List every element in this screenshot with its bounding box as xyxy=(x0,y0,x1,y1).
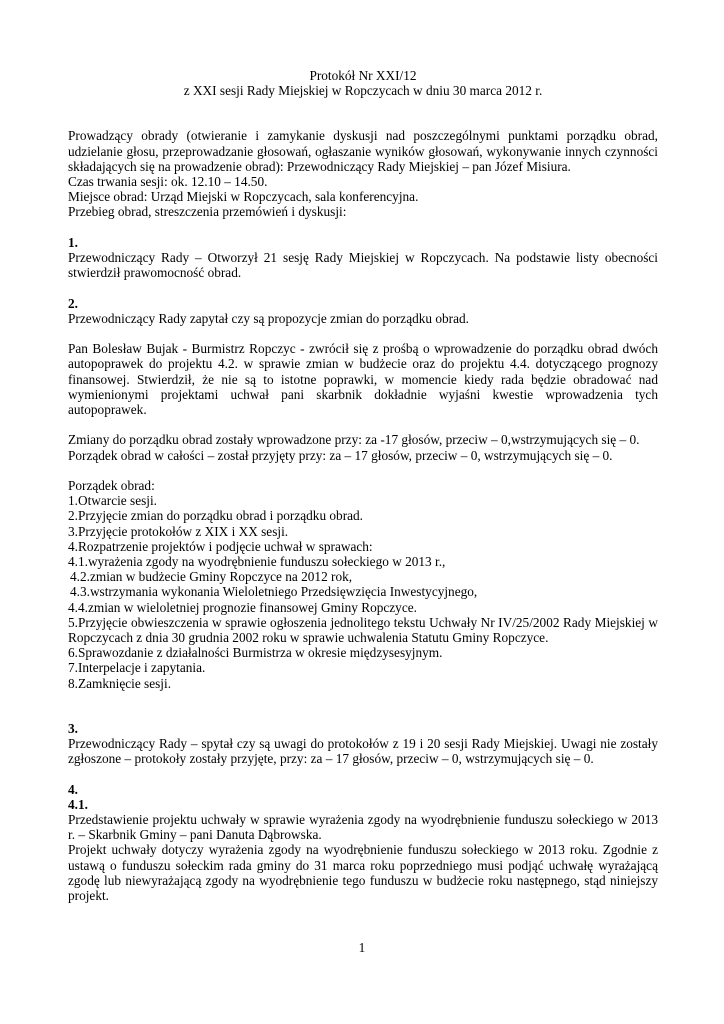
agenda-list xyxy=(68,493,658,691)
page-number: 1 xyxy=(358,940,366,955)
section-2-vote-2: Porządek obrad w całości – został przyjęty przy: za – 17 głosów, przeciw – 0, wstrzymujących się – 0. xyxy=(68,447,613,463)
section-1-number: 1. xyxy=(68,234,78,250)
document-page xyxy=(68,68,658,903)
agenda-item: 4.2.zmian w budżecie Gminy Ropczyce na 2012 rok, xyxy=(70,569,353,585)
agenda-item: 6.Sprawozdanie z działalności Burmistrza w okresie międzysesyjnym. xyxy=(68,645,443,661)
document-title: Protokół Nr XXI/12 xyxy=(309,68,417,83)
agenda-item: 4.1.wyrażenia zgody na wyodrębnienie funduszu sołeckiego w 2013 r., xyxy=(68,554,446,570)
agenda-item: 5.Przyjęcie obwieszczenia w sprawie ogłoszenia jednolitego tekstu Uchwały Nr IV/25/2002 Rady Miejskiej w Ropczycach z dnia 30 grudnia 2002 roku w sprawie uchwalenia Statutu Gminy Ropczyce. xyxy=(68,614,658,646)
section-3-number: 3. xyxy=(68,720,78,736)
section-2-text-2: Pan Bolesław Bujak - Burmistrz Ropczyc - zwrócił się z prośbą o wprowadzenie do porządku obrad dwóch autopoprawek do projektu 4.2. w sprawie zmian w budżecie oraz do projektu 4.4. dotyczącego prognozy finansowej. Stwierdził, że nie są to istotne poprawki, w momencie kiedy rada będzie obradować nad wymienionymi projektami uchwał pani skarbnik dokładnie wyjaśni kwestie wprowadzenia tych autopoprawek. xyxy=(68,341,658,418)
agenda-item: 4.Rozpatrzenie projektów i podjęcie uchwał w sprawach: xyxy=(68,538,373,554)
section-4-1-text-1: Przedstawienie projektu uchwały w sprawie wyrażenia zgody na wyodrębnienie funduszu sołeckiego w 2013 r. – Skarbnik Gminy – pani Danuta Dąbrowska. xyxy=(68,812,658,843)
section-4-1-number: 4.1. xyxy=(68,796,88,812)
document-subtitle: z XXI sesji Rady Miejskiej w Ropczycach w dniu 30 marca 2012 r. xyxy=(183,83,543,99)
section-2-text-1: Przewodniczący Rady zapytał czy są propozycje zmian do porządku obrad. xyxy=(68,310,469,326)
section-2-vote-1: Zmiany do porządku obrad zostały wprowadzone przy: za -17 głosów, przeciw – 0,wstrzymujących się – 0. xyxy=(68,432,640,448)
agenda-item: 2.Przyjęcie zmian do porządku obrad i porządku obrad. xyxy=(68,508,364,524)
section-4-number: 4. xyxy=(68,781,78,797)
intro-place: Miejsce obrad: Urząd Miejski w Ropczycach, sala konferencyjna. xyxy=(68,189,419,205)
section-2-number: 2. xyxy=(68,295,78,311)
section-4-1-text-2: Projekt uchwały dotyczy wyrażenia zgody na wyodrębnienie funduszu sołeckiego w 2013 roku. Zgodnie z ustawą o funduszu sołeckim rada gminy do 31 marca roku poprzedniego musi podjąć uchwałę wyrażającą zgodę lub niewyrażającą zgody na wyodrębnienie tego funduszu w budżecie roku następnego, stąd niniejszy projekt. xyxy=(68,842,658,904)
section-1-text: Przewodniczący Rady – Otworzył 21 sesję Rady Miejskiej w Ropczycach. Na podstawie listy obecności stwierdził prawomocność obrad. xyxy=(68,250,658,281)
agenda-item: 4.3.wstrzymania wykonania Wieloletniego Przedsięwzięcia Inwestycyjnego, xyxy=(70,584,478,600)
intro-course: Przebieg obrad, streszczenia przemówień i dyskusji: xyxy=(68,204,347,220)
agenda-item: 8.Zamknięcie sesji. xyxy=(68,675,172,691)
intro-chair: Prowadzący obrady (otwieranie i zamykanie dyskusji nad poszczególnymi punktami porządku obrad, udzielanie głosu, przeprowadzanie głosowań, ogłaszanie wyników głosowań, wykonywanie innych czynności składających się na prowadzenie obrad): Przewodniczący Rady Miejskiej – pan Józef Misiura. xyxy=(68,128,658,174)
agenda-item: 4.4.zmian w wieloletniej prognozie finansowej Gminy Ropczyce. xyxy=(68,599,417,615)
agenda-heading: Porządek obrad: xyxy=(68,478,155,493)
agenda-item: 1.Otwarcie sesji. xyxy=(68,493,157,509)
intro-duration: Czas trwania sesji: ok. 12.10 – 14.50. xyxy=(68,174,268,190)
agenda-item: 7.Interpelacje i zapytania. xyxy=(68,660,206,676)
agenda-item: 3.Przyjęcie protokołów z XIX i XX sesji. xyxy=(68,523,289,539)
section-3-text: Przewodniczący Rady – spytał czy są uwagi do protokołów z 19 i 20 sesji Rady Miejskiej. Uwagi nie zostały zgłoszone – protokoły zostały przyjęte, przy: za – 17 głosów, przeciw – 0, wstrzymujących się – 0. xyxy=(68,736,658,767)
